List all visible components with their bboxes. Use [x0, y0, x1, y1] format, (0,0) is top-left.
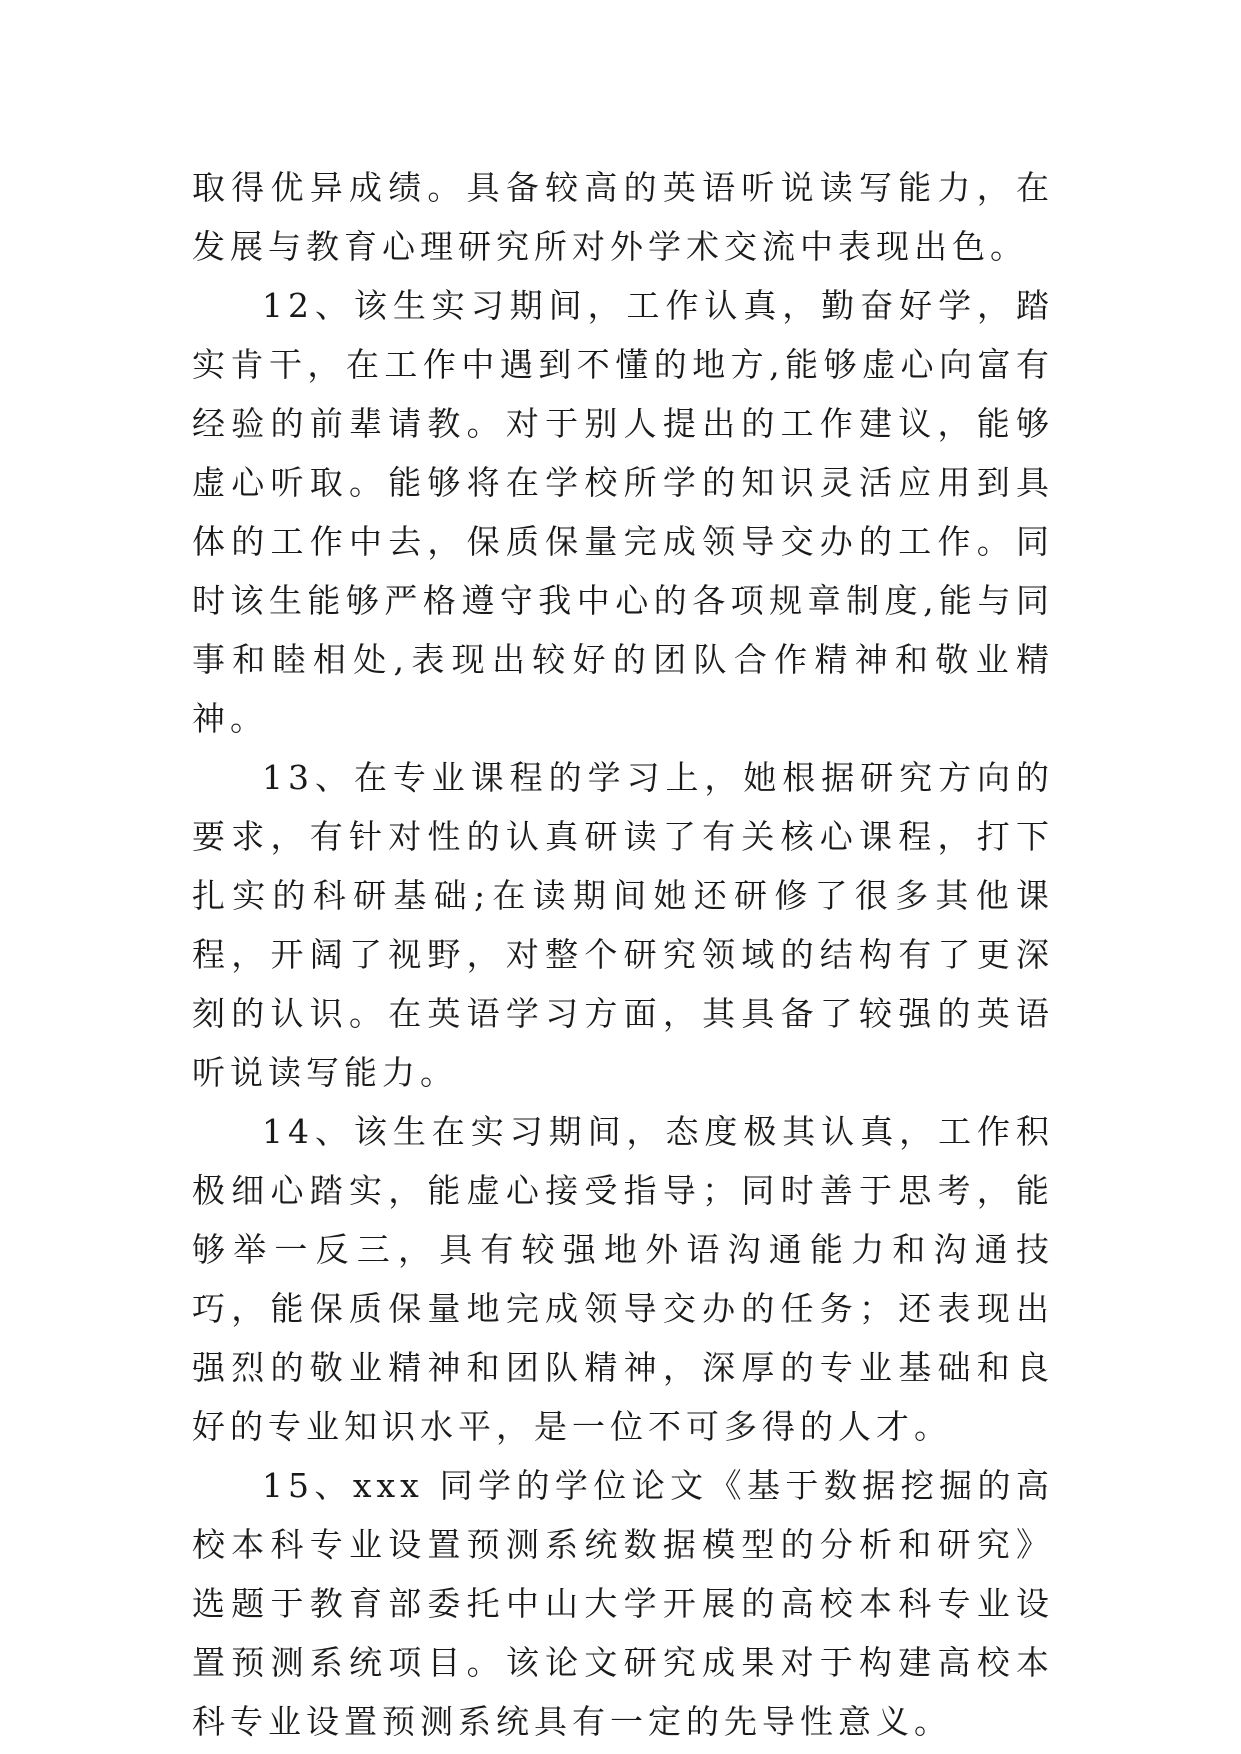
paragraph-12: 12、该生实习期间，工作认真，勤奋好学，踏实肯干，在工作中遇到不懂的地方,能够虚心向富有经验的前辈请教。对于别人提出的工作建议，能够虚心听取。能够将在学校所学的知识灵活应用到具体的工作中去，保质保量完成领导交办的工作。同时该生能够严格遵守我中心的各项规章制度,能与同事和睦相处,表现出较好的团队合作精神和敬业精神。	[192, 286, 1054, 738]
document-body	[192, 158, 1054, 1751]
paragraph-14: 14、该生在实习期间，态度极其认真，工作积极细心踏实，能虚心接受指导；同时善于思考，能够举一反三，具有较强地外语沟通能力和沟通技巧，能保质保量地完成领导交办的任务；还表现出强烈的敬业精神和团队精神，深厚的专业基础和良好的专业知识水平，是一位不可多得的人才。	[192, 1112, 1054, 1446]
paragraph-13: 13、在专业课程的学习上，她根据研究方向的要求，有针对性的认真研读了有关核心课程，打下扎实的科研基础;在读期间她还研修了很多其他课程，开阔了视野，对整个研究领域的结构有了更深刻的认识。在英语学习方面，其具备了较强的英语听说读写能力。	[192, 758, 1054, 1092]
paragraph-continued: 取得优异成绩。具备较高的英语听说读写能力，在发展与教育心理研究所对外学术交流中表现出色。	[192, 168, 1054, 266]
paragraph-15: 15、xxx 同学的学位论文《基于数据挖掘的高校本科专业设置预测系统数据模型的分析和研究》选题于教育部委托中山大学开展的高校本科专业设置预测系统项目。该论文研究成果对于构建高校本科专业设置预测系统具有一定的先导性意义。	[192, 1466, 1054, 1741]
